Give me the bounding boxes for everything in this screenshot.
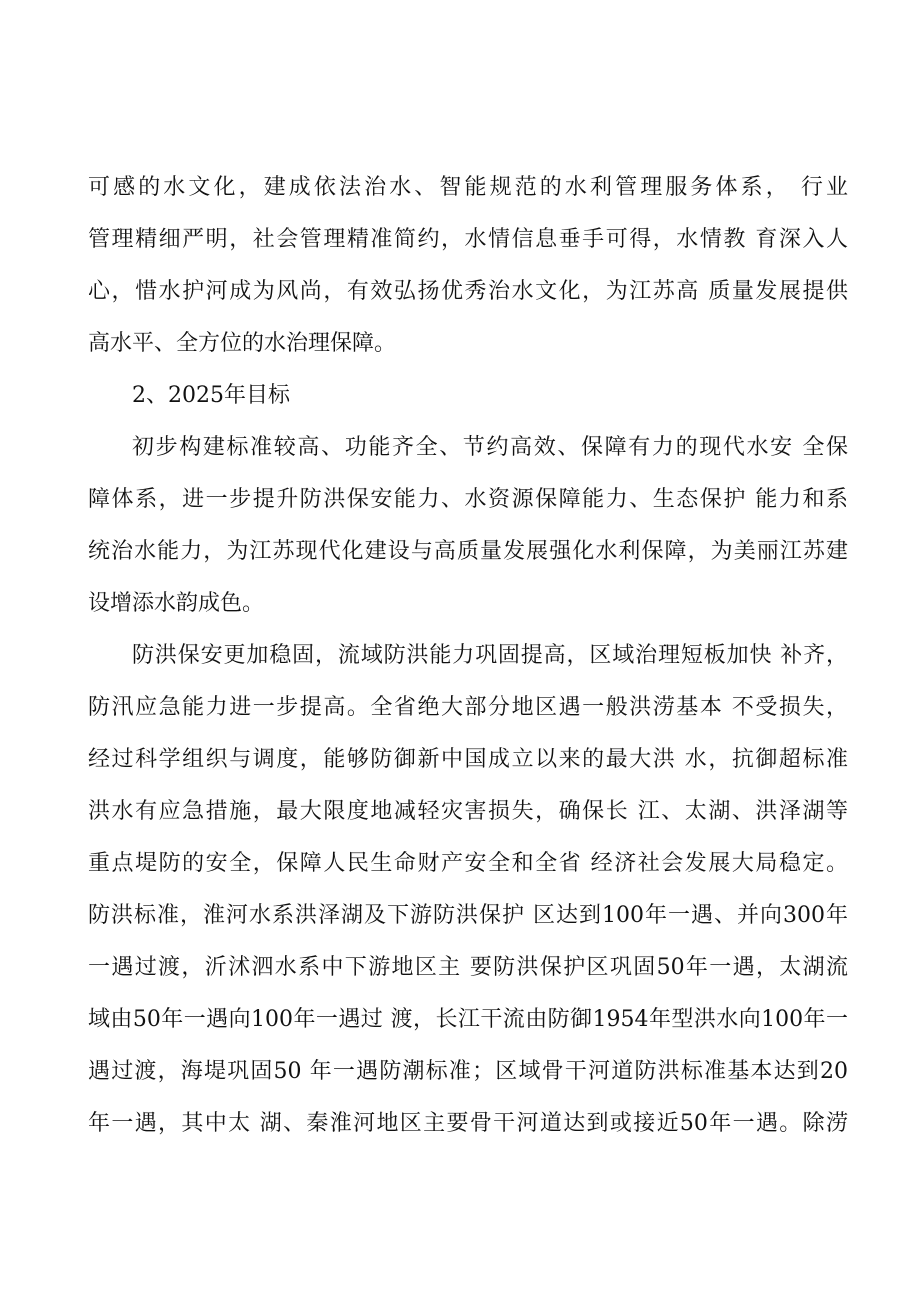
text-line: 统治水能力，为江苏现代化建设与高质量发展强化水利保障，为美丽江苏建 [88,539,848,564]
text-line: 设增添水韵成色。 [88,591,265,616]
text-line: 防洪保安更加稳固，流域防洪能力巩固提高，区域治理短板加快 补齐， [132,643,848,668]
text-line: 可感的水文化，建成依法治水、智能规范的水利管理服务体系， 行业 [88,175,848,200]
text-line: 防汛应急能力进一步提高。全省绝大部分地区遇一般洪涝基本 不受损失， [88,695,848,720]
text-line: 心，惜水护河成为风尚，有效弘扬优秀治水文化，为江苏高 质量发展提供 [88,279,848,304]
text-line: 年一遇，其中太 湖、秦淮河地区主要骨干河道达到或接近50年一遇。除涝 [88,1111,848,1136]
text-line: 域由50年一遇向100年一遇过 渡，长江干流由防御1954年型洪水向100年一 [88,1007,848,1032]
text-line: 遇过渡，海堤巩固50 年一遇防潮标准；区域骨干河道防洪标准基本达到20 [88,1059,848,1084]
text-line: 洪水有应急措施，最大限度地减轻灾害损失，确保长 江、太湖、洪泽湖等 [88,799,848,824]
text-line: 初步构建标准较高、功能齐全、节约高效、保障有力的现代水安 全保 [132,435,848,460]
text-line: 经过科学组织与调度，能够防御新中国成立以来的最大洪 水，抗御超标准 [88,747,848,772]
text-line: 一遇过渡，沂沭泗水系中下游地区主 要防洪保护区巩固50年一遇，太湖流 [88,955,848,980]
text-line: 管理精细严明，社会管理精准简约，水情信息垂手可得，水情教 育深入人 [88,227,848,252]
section-heading: 2、2025年目标 [132,383,290,408]
text-line: 重点堤防的安全，保障人民生命财产安全和全省 经济社会发展大局稳定。 [88,851,848,876]
text-line: 高水平、全方位的水治理保障。 [88,331,397,356]
text-line: 防洪标准，淮河水系洪泽湖及下游防洪保护 区达到100年一遇、并向300年 [88,903,848,928]
text-line: 障体系，进一步提升防洪保安能力、水资源保障能力、生态保护 能力和系 [88,487,848,512]
